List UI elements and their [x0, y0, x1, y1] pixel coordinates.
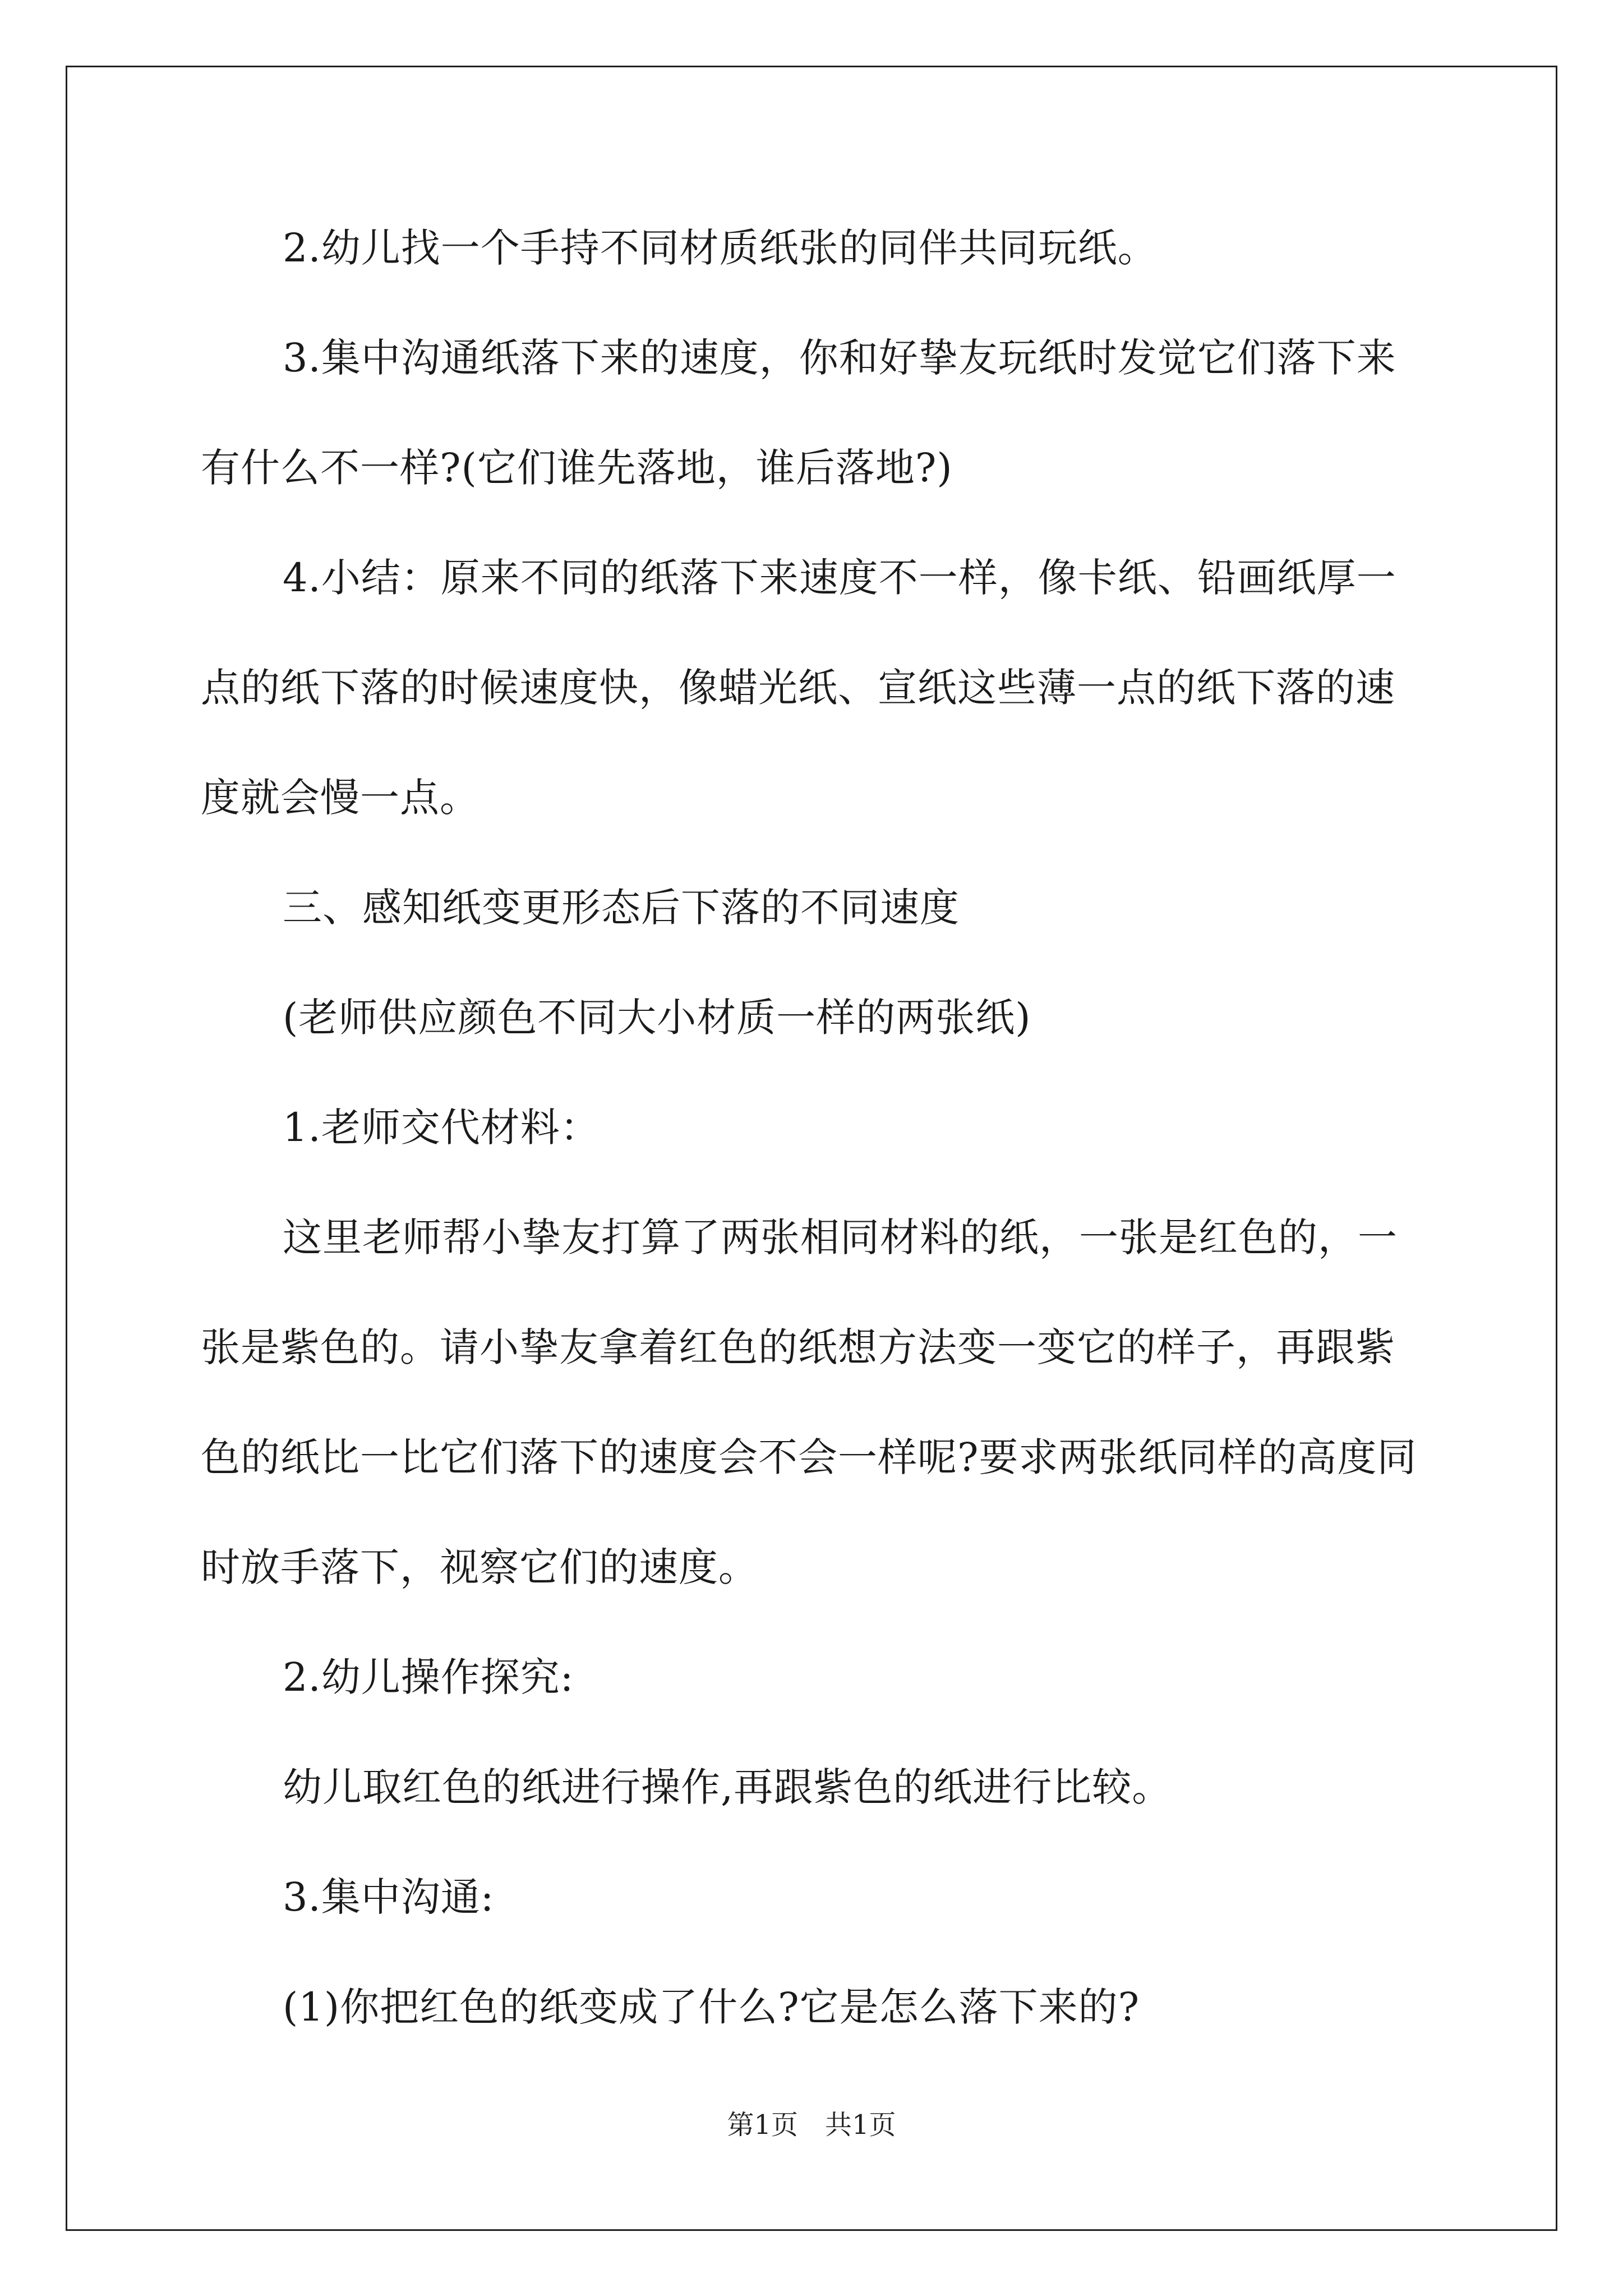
paragraph-teacher-intro: 1.老师交代材料： [283, 1105, 600, 1151]
page-footer: 第1页 共1页 [727, 2109, 896, 2141]
paragraph-teacher-speech: 这里老师帮小挚友打算了两张相同材料的纸，一张是红色的，一张是紫色的。请小挚友拿着红色的纸想方法变一变它的样子，再跟紫色的纸比一比它们落下的速度会不会一样呢?要求两张纸同样的高度同时放手落下，视察它们的速度。 [201, 1214, 1417, 1590]
paragraph-materials-note: (老师供应颜色不同大小材质一样的两张纸) [283, 995, 1031, 1041]
paragraph-child-operation: 2.幼儿操作探究: [283, 1654, 574, 1700]
paragraph-discussion: 3.集中沟通: [283, 1874, 495, 1920]
section-heading-3: 三、感知纸变更形态后下落的不同速度 [283, 885, 960, 931]
paragraph-3: 4.小结：原来不同的纸落下来速度不一样，像卡纸、铅画纸厚一点的纸下落的时候速度快，像蜡光纸、宣纸这些薄一点的纸下落的速度就会慢一点。 [201, 555, 1396, 821]
paragraph-question-1: (1)你把红色的纸变成了什么?它是怎么落下来的? [283, 1984, 1140, 2030]
paragraph-2: 3.集中沟通纸落下来的速度，你和好挚友玩纸时发觉它们落下来有什么不一样?(它们谁先落地，谁后落地?) [201, 335, 1396, 491]
paragraph-child-compare: 幼儿取红色的纸进行操作,再跟紫色的纸进行比较。 [283, 1764, 1172, 1810]
paragraph-1: 2.幼儿找一个手持不同材质纸张的同伴共同玩纸。 [283, 225, 1158, 271]
